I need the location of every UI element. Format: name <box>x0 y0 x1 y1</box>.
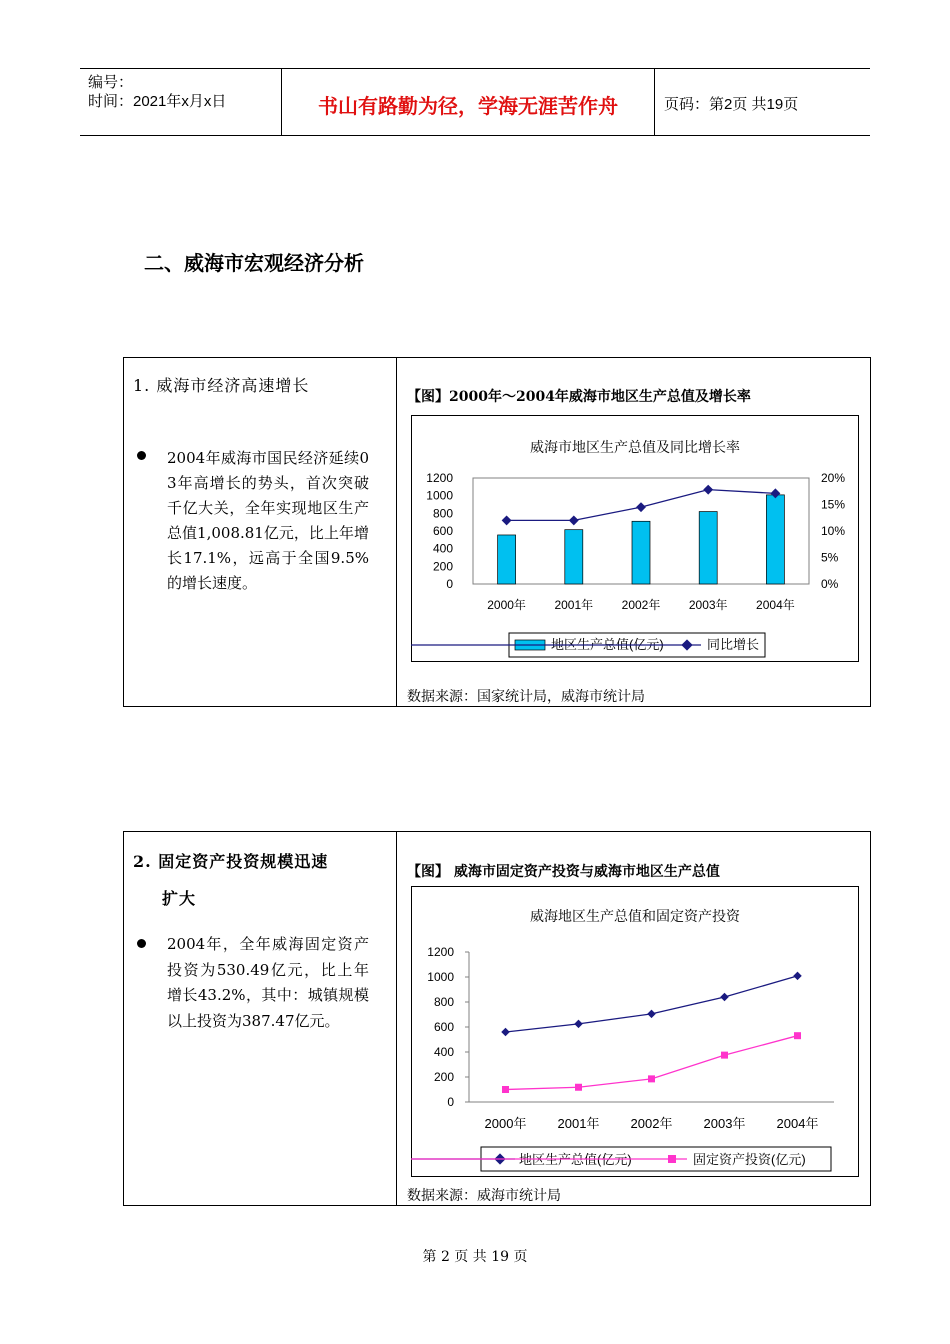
y-tick-label: 800 <box>433 995 454 1009</box>
legend-label-gdp: 地区生产总值(亿元) <box>551 637 664 652</box>
figure-caption-2: 【图】 威海市固定资产投资与威海市地区生产总值 <box>407 864 720 880</box>
y-tick-label: 0 <box>447 1095 454 1109</box>
y-tick-label-left: 1200 <box>426 471 453 485</box>
source-note-2: 数据来源：威海市统计局 <box>407 1188 561 1204</box>
bar-gdp <box>498 535 516 584</box>
y-tick-label-right: 0% <box>821 577 839 591</box>
y-tick-label-left: 1000 <box>426 488 453 503</box>
gdp-growth-chart <box>411 415 859 662</box>
investment-point <box>794 1032 801 1039</box>
block2-heading: 2. 固定资产投资规模迅速 <box>133 852 329 871</box>
y-tick-label-right: 20% <box>821 471 846 485</box>
chart-title: 威海地区生产总值和固定资产投资 <box>530 908 740 924</box>
gdp-investment-chart <box>411 886 859 1177</box>
x-tick-label: 2003年 <box>688 598 728 612</box>
y-tick-label: 600 <box>433 1020 454 1034</box>
x-tick-label: 2003年 <box>703 1116 746 1131</box>
y-tick-label-right: 5% <box>821 550 839 565</box>
page-number-header: 页码：第2页 共19页 <box>664 96 799 113</box>
chart-frame <box>412 887 859 1177</box>
investment-point <box>721 1052 728 1059</box>
y-tick-label-left: 200 <box>432 559 453 574</box>
bar-gdp <box>565 530 583 584</box>
x-tick-label: 2001年 <box>557 1116 600 1131</box>
document-number-label: 编号： <box>88 74 134 91</box>
y-tick-label-left: 800 <box>432 506 453 521</box>
x-tick-label: 2001年 <box>554 598 594 612</box>
block2-heading-cont: 扩大 <box>162 889 197 908</box>
y-tick-label: 200 <box>433 1070 454 1084</box>
section-title: 二、威海市宏观经济分析 <box>144 253 364 275</box>
block1-bullet-text: 2004年威海市国民经济延续03年高增长的势头，首次突破千亿大关，全年实现地区生产总值1,008.81亿元，比上年增长17.1%，远高于全国9.5%的增长速度。 <box>167 449 369 592</box>
legend-label-growth: 同比增长 <box>707 637 760 652</box>
investment-point <box>502 1086 509 1093</box>
x-tick-label: 2002年 <box>621 598 661 612</box>
bullet-icon <box>137 451 146 460</box>
x-tick-label: 2004年 <box>756 598 795 612</box>
x-tick-label: 2002年 <box>630 1116 673 1131</box>
y-tick-label-left: 0 <box>446 577 453 591</box>
y-tick-label: 1200 <box>427 945 454 959</box>
x-tick-label: 2000年 <box>484 1116 527 1131</box>
source-note-1: 数据来源：国家统计局，威海市统计局 <box>407 689 645 705</box>
y-tick-label-left: 400 <box>432 541 453 556</box>
bar-gdp <box>699 512 717 584</box>
y-tick-label: 400 <box>433 1045 454 1059</box>
y-tick-label-right: 10% <box>821 524 846 538</box>
page-footer: 第 2 页 共 19 页 <box>422 1249 528 1265</box>
chart-title: 威海市地区生产总值及同比增长率 <box>530 439 740 455</box>
header-slogan: 书山有路勤为径，学海无涯苦作舟 <box>318 96 618 118</box>
legend-label-gdp: 地区生产总值(亿元) <box>519 1152 632 1167</box>
figure-caption-1: 【图】2000年～2004年威海市地区生产总值及增长率 <box>407 389 751 405</box>
legend-label-investment: 固定资产投资(亿元) <box>693 1152 806 1167</box>
y-tick-label-right: 15% <box>821 497 846 512</box>
block2-bullet-text: 2004年，全年威海固定资产投资为530.49亿元，比上年增长43.2%，其中：城镇规模以上投资为387.47亿元。 <box>167 935 369 1030</box>
document-date: 时间：2021年x月x日 <box>88 93 227 110</box>
legend-line-marker <box>668 1155 676 1163</box>
bar-gdp <box>632 521 650 584</box>
investment-point <box>648 1075 655 1082</box>
y-tick-label: 1000 <box>427 970 454 984</box>
x-tick-label: 2000年 <box>487 598 526 612</box>
x-tick-label: 2004年 <box>776 1116 819 1131</box>
block1-heading: 1. 威海市经济高速增长 <box>133 376 310 395</box>
investment-point <box>575 1084 582 1091</box>
y-tick-label-left: 600 <box>432 524 453 538</box>
bullet-icon <box>137 939 146 948</box>
bar-gdp <box>766 495 784 584</box>
